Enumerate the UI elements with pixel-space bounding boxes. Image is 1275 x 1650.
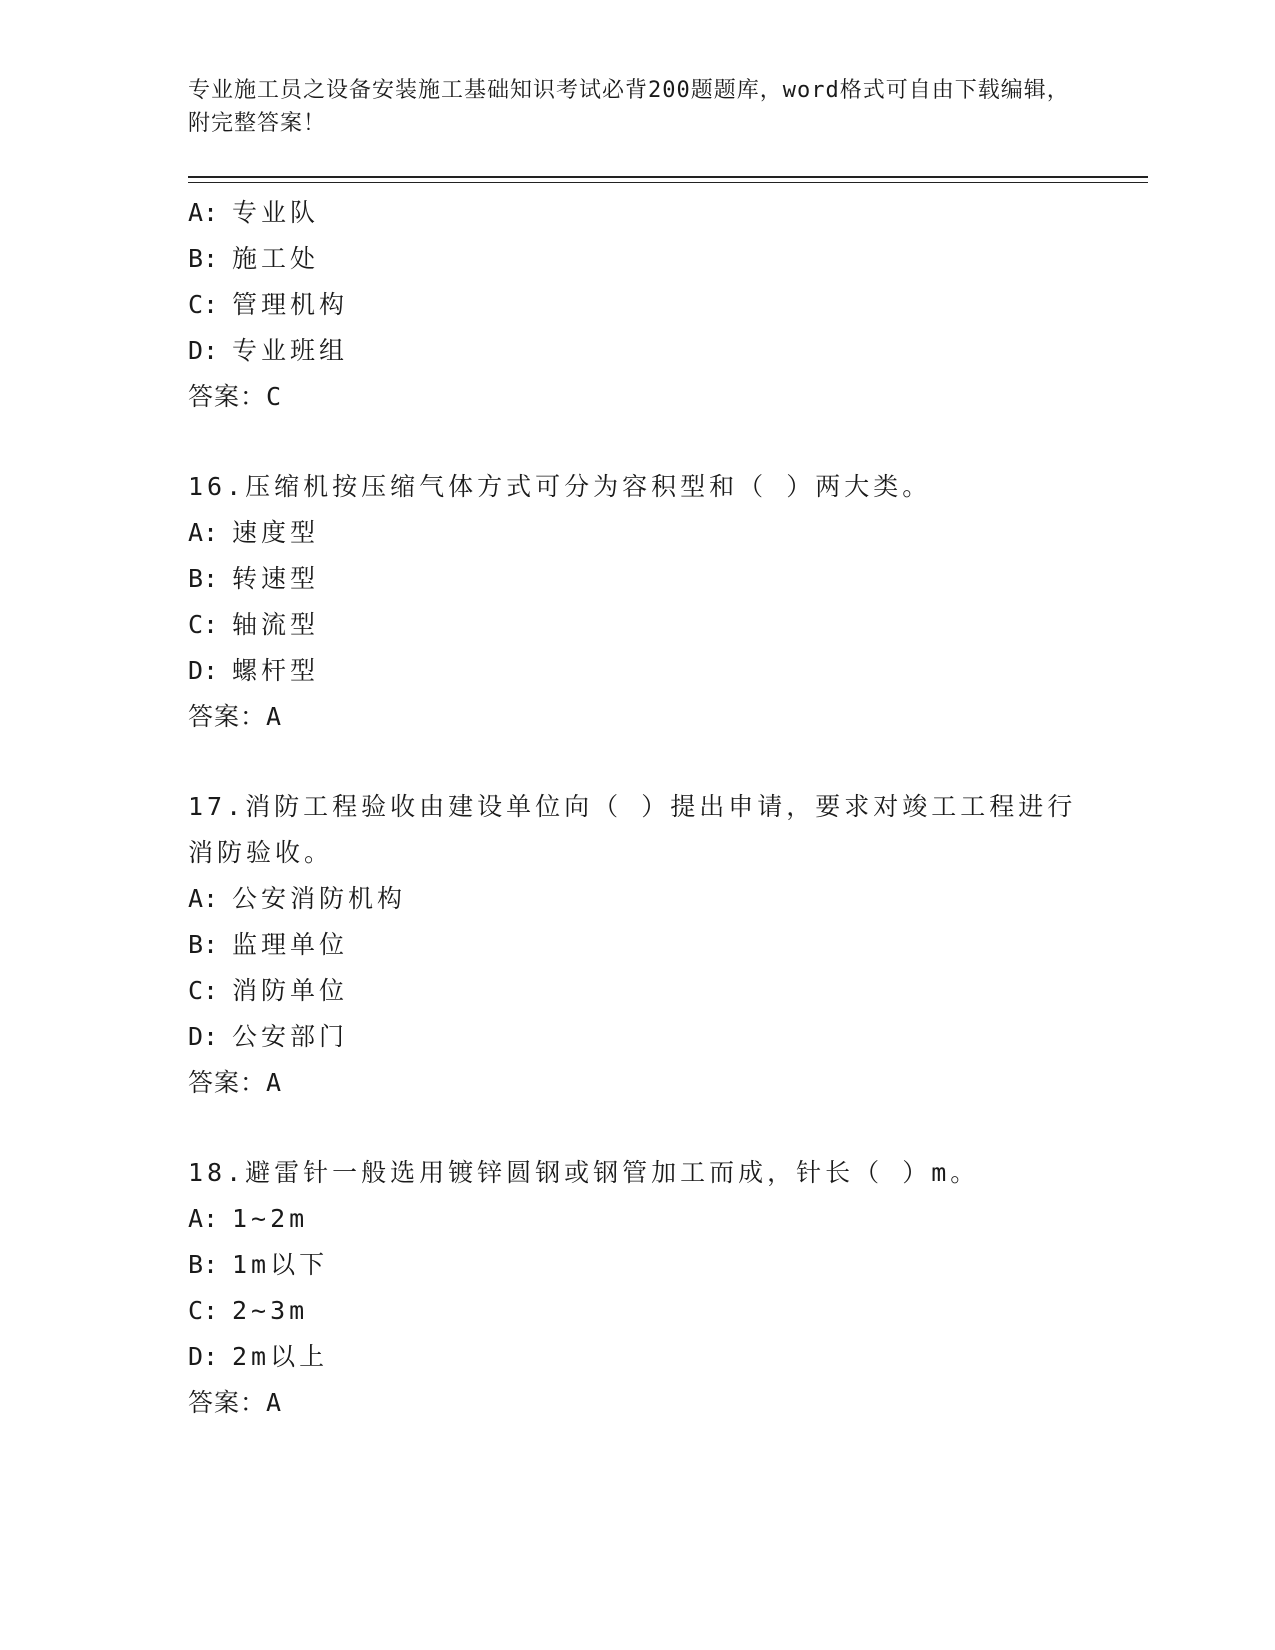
- option-b: [188, 922, 1088, 968]
- option-label: A:: [188, 1204, 219, 1233]
- option-label: B:: [188, 564, 219, 593]
- option-text: 监理单位: [232, 930, 349, 959]
- option-text: 转速型: [232, 564, 320, 593]
- option-text: 公安消防机构: [232, 884, 407, 913]
- answer-line: 答案：A: [188, 702, 283, 731]
- option-label: B:: [188, 1250, 219, 1279]
- option-label: C:: [188, 610, 219, 639]
- option-a: [188, 876, 1088, 922]
- question-block-previous: [188, 190, 1088, 420]
- document-header: 专业施工员之设备安装施工基础知识考试必背200题题库，word格式可自由下载编辑，附完整答案！: [188, 78, 1070, 136]
- option-text: 公安部门: [232, 1022, 349, 1051]
- option-text: 专业班组: [232, 336, 349, 365]
- question-stem: 16.压缩机按压缩气体方式可分为容积型和（ ）两大类。: [188, 472, 932, 501]
- question-block-16: [188, 464, 1088, 740]
- question-block-17: [188, 784, 1088, 1106]
- question-list: [188, 190, 1088, 1426]
- answer-line: 答案：A: [188, 1068, 283, 1097]
- option-text: 轴流型: [232, 610, 320, 639]
- option-label: A:: [188, 518, 219, 547]
- option-label: D:: [188, 1022, 219, 1051]
- header-divider-thin: [188, 182, 1148, 183]
- option-d: [188, 1334, 1088, 1380]
- option-text: 2~3m: [232, 1296, 309, 1325]
- option-label: B:: [188, 244, 219, 273]
- option-text: 管理机构: [232, 290, 349, 319]
- option-b: [188, 556, 1088, 602]
- question-stem: 18.避雷针一般选用镀锌圆钢或钢管加工而成，针长（ ）m。: [188, 1158, 980, 1187]
- option-label: C:: [188, 976, 219, 1005]
- option-d: [188, 648, 1088, 694]
- option-text: 消防单位: [232, 976, 349, 1005]
- option-label: A:: [188, 198, 219, 227]
- option-d: [188, 328, 1088, 374]
- option-a: [188, 190, 1088, 236]
- option-text: 2m以上: [232, 1342, 329, 1371]
- option-label: A:: [188, 884, 219, 913]
- option-label: C:: [188, 1296, 219, 1325]
- header-divider-thick: [188, 176, 1148, 178]
- option-text: 速度型: [232, 518, 320, 547]
- option-text: 专业队: [232, 198, 320, 227]
- answer-line: 答案：A: [188, 1388, 283, 1417]
- option-a: [188, 1196, 1088, 1242]
- question-block-18: [188, 1150, 1088, 1426]
- option-label: D:: [188, 336, 219, 365]
- option-text: 1~2m: [232, 1204, 309, 1233]
- option-b: [188, 1242, 1088, 1288]
- option-a: [188, 510, 1088, 556]
- option-d: [188, 1014, 1088, 1060]
- option-c: [188, 1288, 1088, 1334]
- question-stem: 17.消防工程验收由建设单位向（ ）提出申请，要求对竣工工程进行消防验收。: [188, 792, 1077, 867]
- option-c: [188, 968, 1088, 1014]
- option-c: [188, 602, 1088, 648]
- option-text: 1m以下: [232, 1250, 329, 1279]
- option-label: D:: [188, 656, 219, 685]
- option-text: 施工处: [232, 244, 320, 273]
- option-b: [188, 236, 1088, 282]
- option-c: [188, 282, 1088, 328]
- answer-line: 答案：C: [188, 382, 283, 411]
- option-label: B:: [188, 930, 219, 959]
- option-label: C:: [188, 290, 219, 319]
- option-label: D:: [188, 1342, 219, 1371]
- option-text: 螺杆型: [232, 656, 320, 685]
